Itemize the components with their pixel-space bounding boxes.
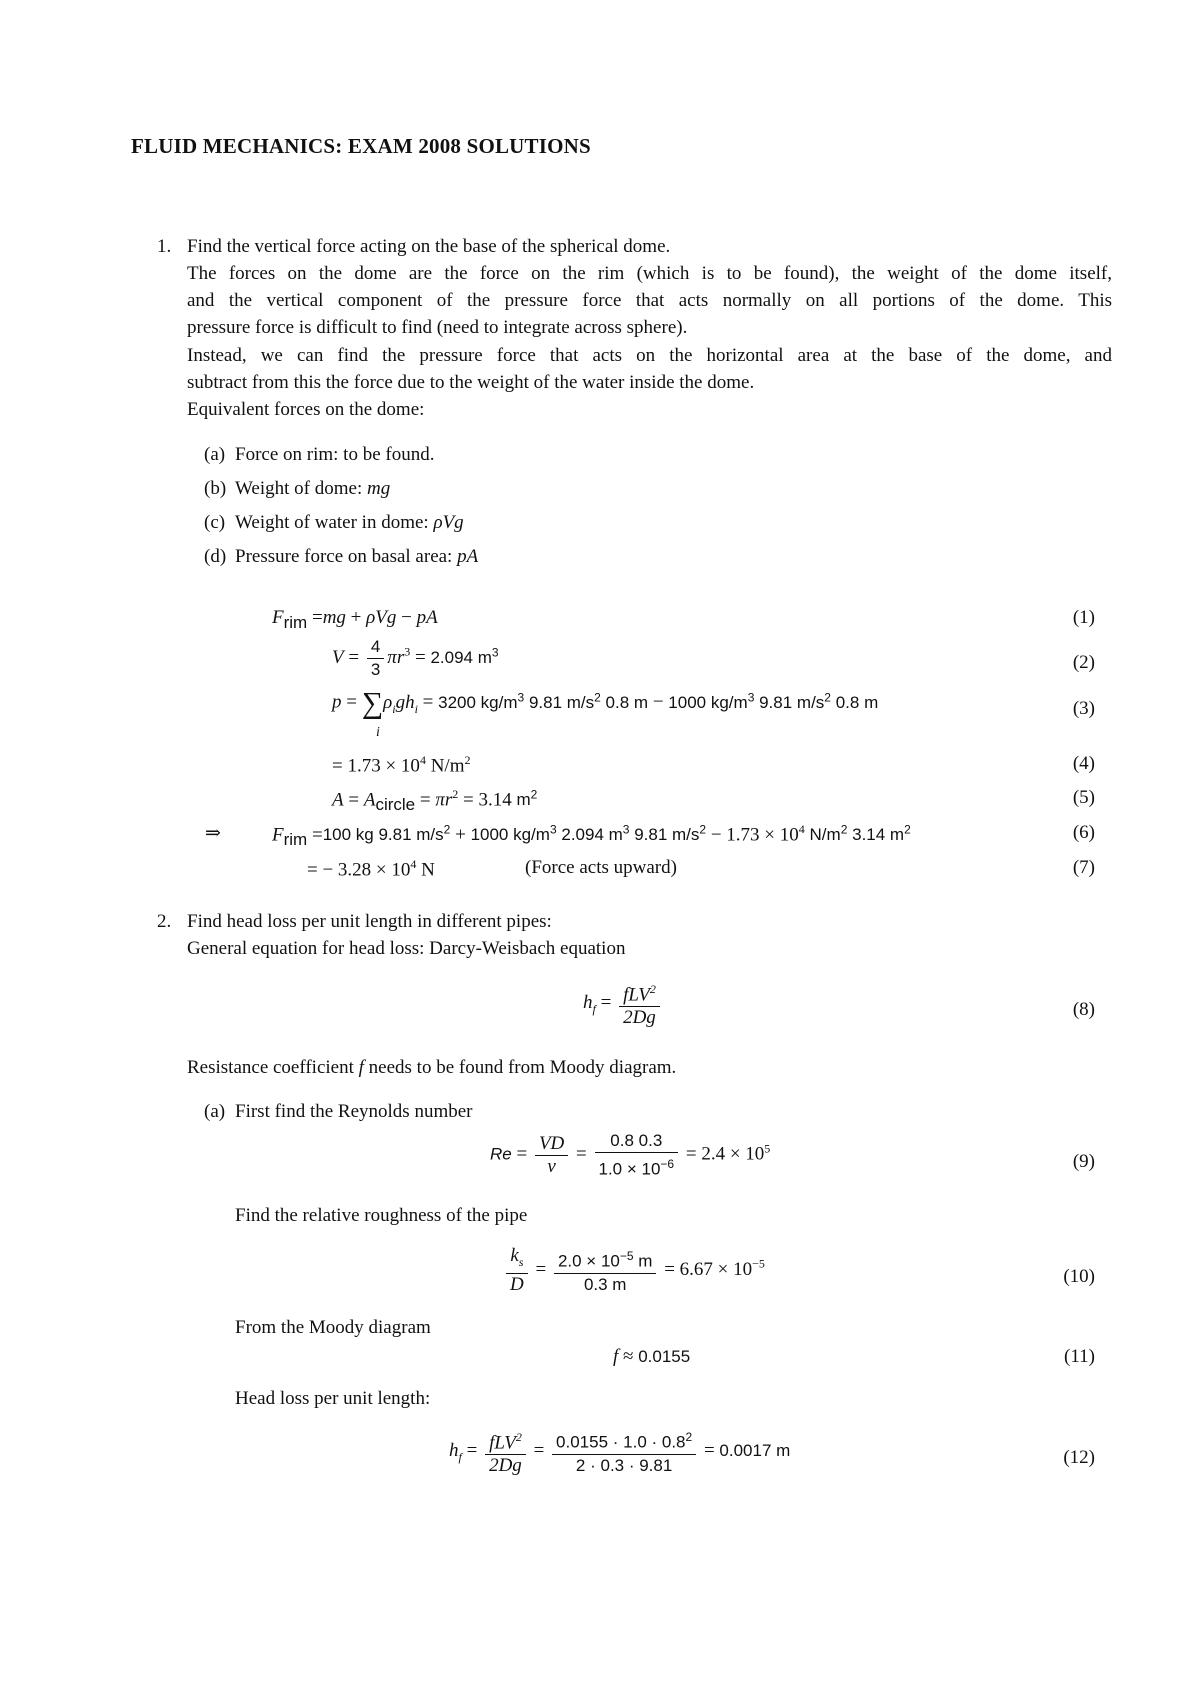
equation-3: $p = \sum\rho_igh_i = 3200$ $kg/m^3$ 9.81 $m/s^2$ 0.8 m − 1000 $kg/m^3$ 9.81 $m/s^2$ 0.8 m: [332, 686, 879, 720]
equation-8: $h_f$ = $\frac{fLV^2}{2Dg}$: [583, 978, 663, 1029]
equation-7-note: (Force acts upward): [525, 857, 677, 878]
q1-paragraph-line: Equivalent forces on the dome:: [187, 399, 425, 420]
equation-5: $A = A_{circle} = \pi r^2 = 3.14$ $m^2$: [332, 787, 538, 815]
list-item-label: (c): [204, 512, 226, 533]
page-title: FLUID MECHANICS: EXAM 2008 SOLUTIONS: [131, 134, 591, 158]
equation-number: (4): [1072, 753, 1095, 774]
equation-number: (8): [1072, 999, 1095, 1020]
q2-subheading: General equation for head loss: Darcy-Weisbach equation: [187, 938, 626, 959]
q2-heading: Find head loss per unit length in different pipes:: [187, 911, 552, 932]
equation-number: (5): [1072, 787, 1095, 808]
list-item-label: (d): [204, 546, 227, 567]
equation-number: (6): [1072, 822, 1095, 843]
list-item: Force on rim: to be found.: [235, 444, 435, 465]
equation-9: Re = $\frac{VD}{\nu}$ = $\frac{0.8 0.3}{1.0 \times 10^{-6}}$ = $2.4 \times 10^5$: [490, 1131, 771, 1179]
roughness-text: Find the relative roughness of the pipe: [235, 1205, 528, 1226]
equation-number: (9): [1072, 1151, 1095, 1172]
equation-number: (10): [1063, 1266, 1095, 1287]
equation-12: $h_f$ = $\frac{fLV^2}{2Dg}$ = $\frac{0.0155 \cdot 1.0 \cdot 0.8^2}{2 \cdot 0.3 \cdot 9.81}$ = 0.0017 m: [449, 1426, 790, 1477]
q1-heading: Find the vertical force acting on the base of the spherical dome.: [187, 236, 671, 257]
equation-number: (12): [1063, 1447, 1095, 1468]
list-item: First find the Reynolds number: [235, 1101, 473, 1122]
equation-number: (3): [1072, 698, 1095, 719]
list-item: Pressure force on basal area: pA: [235, 546, 479, 567]
moody-text: From the Moody diagram: [235, 1317, 431, 1338]
list-item-label: (a): [204, 444, 226, 465]
q1-paragraph-line: pressure force is difficult to find (need to integrate across sphere).: [187, 317, 688, 338]
q1-paragraph-line: and the vertical component of the pressure force that acts normally on all portions of the dome. This: [187, 290, 1112, 311]
equation-6: $F_{rim} =100$ kg 9.81 $m/s^2 + 1000$ $kg/m^3$ 2.094 $m^3$ 9.81 $m/s^2 - 1.73 \times 10^4$ $N/m^2$ 3.14 $m^2$: [272, 822, 911, 850]
equation-number: (7): [1072, 857, 1095, 878]
resistance-text: Resistance coefficient f needs to be found from Moody diagram.: [187, 1057, 677, 1078]
equation-4: = $1.73 \times 10^4$ $N/m^2$: [332, 753, 471, 777]
headloss-text: Head loss per unit length:: [235, 1388, 431, 1409]
sum-index: i: [376, 725, 380, 740]
equation-7: = − $3.28 \times 10^4$ N: [307, 857, 435, 881]
q1-paragraph-line: The forces on the dome are the force on the rim (which is to be found), the weight of the dome itself,: [187, 263, 1112, 284]
equation-number: (2): [1072, 652, 1095, 673]
implies-arrow: ⇒: [205, 823, 221, 844]
q1-paragraph-line: Instead, we can find the pressure force that acts on the horizontal area at the base of the dome, and: [187, 345, 1112, 366]
list-item: Weight of dome: mg: [235, 478, 391, 499]
equation-2: V = $\frac{4}{3}$ $\pi r^3 = 2.094$ $m^3$: [332, 637, 499, 679]
list-item: Weight of water in dome: ρVg: [235, 512, 464, 533]
equation-number: (1): [1072, 607, 1095, 628]
equation-11: f ≈ 0.0155: [613, 1346, 691, 1367]
equation-number: (11): [1064, 1346, 1095, 1367]
equation-1: $F_{rim} =mg + \rho Vg$ − pA: [272, 607, 438, 632]
q2-number: 2.: [157, 911, 172, 932]
equation-10: $\frac{k_s}{D}$ = $\frac{2.0 \times 10^{-5} m}{0.3 m}$ = $6.67 \times 10^{-5}$: [503, 1245, 765, 1296]
q1-paragraph-line: subtract from this the force due to the weight of the water inside the dome.: [187, 372, 755, 393]
list-item-label: (b): [204, 478, 227, 499]
q1-number: 1.: [157, 236, 172, 257]
list-item-label: (a): [204, 1101, 226, 1122]
